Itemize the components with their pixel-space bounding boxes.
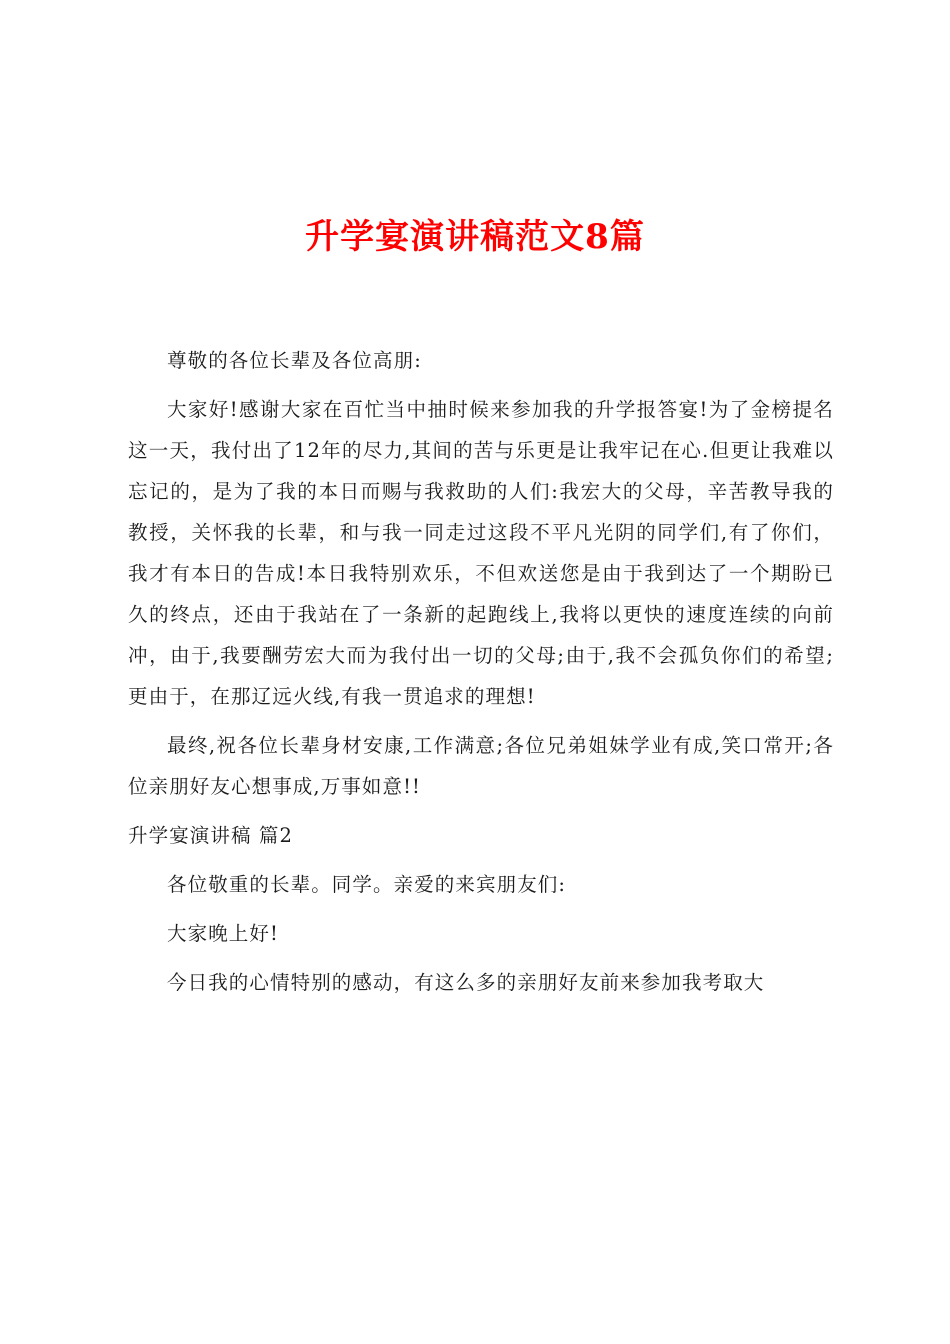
document-body <box>128 340 834 1011</box>
document-title: 升学宴演讲稿范文8篇 <box>305 217 645 257</box>
greeting-paragraph: 各位敬重的长辈。同学。亲爱的来宾朋友们: <box>167 873 567 896</box>
greeting-paragraph: 尊敬的各位长辈及各位高朋: <box>167 349 422 372</box>
closing-paragraph: 最终,祝各位长辈身材安康,工作满意;各位兄弟姐妹学业有成,笑口常开;各位亲朋好友心想事成,万事如意!! <box>128 734 834 798</box>
body-paragraph: 今日我的心情特别的感动，有这么多的亲朋好友前来参加我考取大 <box>167 971 765 994</box>
section-heading: 升学宴演讲稿 篇2 <box>128 824 294 847</box>
salutation-paragraph: 大家晚上好! <box>167 922 279 945</box>
body-paragraph: 大家好!感谢大家在百忙当中抽时候来参加我的升学报答宴!为了金榜提名这一天，我付出了12年的尽力,其间的苦与乐更是让我牢记在心.但更让我难以忘记的，是为了我的本日而赐与我救助的人们:我宏大的父母，辛苦教导我的教授，关怀我的长辈，和与我一同走过这段不平凡光阴的同学们,有了你们，我才有本日的告成!本日我特别欢乐，不但欢送您是由于我到达了一个期盼已久的终点，还由于我站在了一条新的起跑线上,我将以更快的速度连续的向前冲，由于,我要酬劳宏大而为我付出一切的父母;由于,我不会孤负你们的希望;更由于，在那辽远火线,有我一贯追求的理想! <box>128 398 834 708</box>
